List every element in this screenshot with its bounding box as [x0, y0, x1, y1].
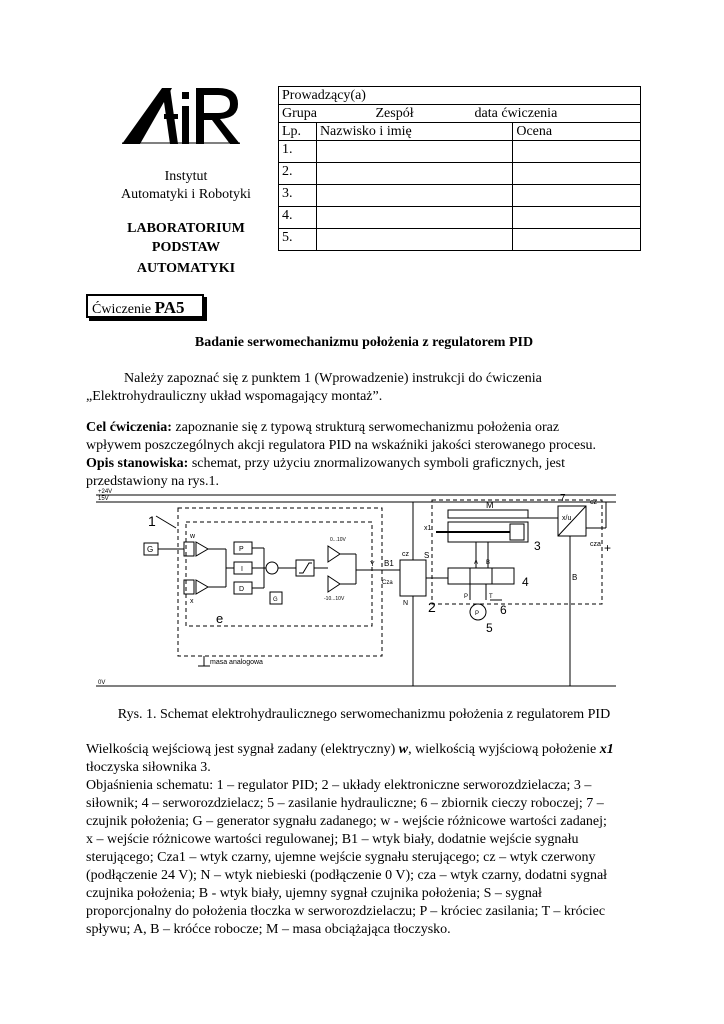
- label-x1: x1: [424, 525, 432, 532]
- label-24v: +24V: [98, 489, 113, 495]
- desc-line10: proporcjonalny do położenia tłoczka w serworozdzielaczu; P – króciec zasilania; T – króciec: [86, 904, 606, 919]
- label-1: 1: [148, 513, 156, 529]
- row-number: 2.: [279, 163, 317, 185]
- exercise-box: [86, 294, 204, 318]
- instructor-cell[interactable]: Prowadzący(a): [279, 87, 641, 105]
- grade-cell[interactable]: [513, 185, 641, 207]
- label-n: N: [403, 600, 409, 607]
- name-cell[interactable]: [316, 185, 512, 207]
- institute-line2: Automatyki i Robotyki: [121, 187, 251, 202]
- name-cell[interactable]: [316, 141, 512, 163]
- intro-paragraph: [86, 370, 646, 406]
- label-15v: 15V: [98, 496, 109, 502]
- row-number: 5.: [279, 229, 317, 251]
- limiter-block: [296, 560, 314, 576]
- desc-line7: sterującego; Cza1 – wtyk czarny, ujemne wejście sygnału sterującego; cz – wtyk czerwony: [86, 850, 596, 865]
- setup-line1: schemat, przy użyciu znormalizowanych symboli graficznych, jest: [188, 456, 566, 471]
- amp-upper: [328, 546, 340, 562]
- label-6: 6: [500, 603, 507, 617]
- air-logo: [122, 86, 240, 144]
- desc-line5: czujnik położenia; G – generator sygnału zadanego; w - wejście różnicowe wartości zadanej;: [86, 814, 607, 829]
- label-g2: G: [273, 597, 278, 603]
- desc-w: w: [398, 742, 409, 757]
- lab-line2: PODSTAW: [151, 240, 221, 255]
- label-masa: masa analogowa: [210, 659, 263, 666]
- grade-cell[interactable]: [513, 207, 641, 229]
- label-t-port: T: [489, 594, 493, 600]
- grade-cell[interactable]: [513, 141, 641, 163]
- desc-line11: spływu; A, B – króćce robocze; M – masa obciążająca tłoczysko.: [86, 922, 451, 937]
- grade-cell[interactable]: [513, 163, 641, 185]
- label-s: S: [424, 551, 430, 560]
- lab-line1: LABORATORIUM: [127, 221, 245, 236]
- label-g: G: [147, 545, 154, 554]
- mass-m: [448, 510, 528, 518]
- label-p: P: [239, 546, 244, 553]
- row-number: 4.: [279, 207, 317, 229]
- label-d: D: [239, 586, 245, 593]
- setup-label: Opis stanowiska:: [86, 456, 189, 471]
- goal-line1: zapoznanie się z typową strukturą serwomechanizmu położenia oraz: [171, 420, 560, 435]
- desc-line2: tłoczyska siłownika 3.: [86, 760, 211, 775]
- figure-caption: Rys. 1. Schemat elektrohydraulicznego serwomechanizmu położenia z regulatorem PID: [117, 707, 611, 722]
- setup-line2: przedstawiony na rys.1.: [86, 474, 219, 489]
- label-x: x: [190, 598, 194, 605]
- regulator-frame: [178, 508, 382, 656]
- institute-name: [86, 168, 286, 204]
- desc-line9: czujnika położenia; B - wtyk biały, ujemny sygnał czujnika położenia; S – sygnał: [86, 886, 542, 901]
- page-title: Badanie serwomechanizmu położenia z regulatorem PID: [194, 335, 534, 350]
- intro-line1: Należy zapoznać się z punktem 1 (Wprowadzenie) instrukcji do ćwiczenia: [124, 371, 542, 386]
- desc-line4: siłownik; 4 – serworozdzielacz; 5 – zasilanie hydrauliczne; 6 – zbiornik cieczy roboczej; 7 –: [86, 796, 604, 811]
- group-label: Grupa: [282, 106, 317, 121]
- col-lp-header: Lp.: [279, 123, 317, 141]
- exercise-prefix: Ćwiczenie: [92, 302, 155, 317]
- name-cell[interactable]: [316, 229, 512, 251]
- label-p-pump: P: [475, 611, 480, 617]
- label-cza1: Cza: [382, 580, 393, 586]
- col-grade-header: Ocena: [513, 123, 641, 141]
- label-e: e: [216, 611, 224, 626]
- label-i: I: [241, 566, 243, 573]
- label-4: 4: [522, 575, 529, 589]
- label-b: B: [486, 560, 491, 566]
- label-b-right: B: [572, 573, 578, 582]
- label-range1: 0...10V: [330, 537, 346, 543]
- label-cza: cza: [590, 541, 601, 548]
- name-cell[interactable]: [316, 163, 512, 185]
- group-row[interactable]: [279, 105, 641, 123]
- label-5: 5: [486, 621, 493, 635]
- intro-line2: „Elektrohydrauliczny układ wspomagający montaż”.: [86, 389, 383, 404]
- block-i: [234, 562, 252, 574]
- goal-label: Cel ćwiczenia:: [86, 420, 172, 435]
- goal-line2: wpływem poszczególnych akcji regulatora PID na wskaźniki jakości sterowanego procesu.: [86, 438, 597, 453]
- amp-lower: [328, 576, 340, 592]
- label-3: 3: [534, 539, 541, 553]
- label-y: Y: [370, 561, 375, 568]
- desc-line3: Objaśnienia schematu: 1 – regulator PID; 2 – układy elektroniczne serworozdzielacza; 3 –: [86, 778, 592, 793]
- lab-name: [86, 219, 286, 278]
- exercise-code: PA5: [154, 298, 185, 317]
- label-m: M: [486, 500, 494, 510]
- label-a: A: [474, 560, 479, 566]
- goal-paragraph: [86, 419, 646, 491]
- lab-line3: AUTOMATYKI: [136, 261, 236, 276]
- label-cz-right: cz: [590, 499, 597, 506]
- desc-line1: [86, 741, 646, 759]
- description-paragraph: [86, 741, 646, 939]
- team-label: Zespół: [375, 106, 414, 121]
- label-2: 2: [428, 599, 436, 615]
- servo-electronics: [400, 560, 426, 596]
- summing-junction: [266, 562, 278, 574]
- servo-schematic: [86, 488, 642, 695]
- label-7: 7: [560, 493, 566, 504]
- row-number: 1.: [279, 141, 317, 163]
- label-xu: x/u: [562, 515, 572, 522]
- label-range2: -10...10V: [324, 596, 345, 602]
- servo-valve: [448, 568, 514, 584]
- row-number: 3.: [279, 185, 317, 207]
- desc-l1a: Wielkością wejściową jest sygnał zadany (elektryczny): [86, 742, 399, 757]
- label-cz: cz: [402, 551, 409, 558]
- desc-line6: x – wejście różnicowe wartości regulowanej; B1 – wtyk biały, dodatnie wejście sygnału: [86, 832, 579, 847]
- label-w: w: [190, 533, 196, 540]
- label-p-port: P: [464, 594, 469, 600]
- label-0v: 0V: [98, 680, 106, 686]
- label-b1: B1: [384, 559, 394, 568]
- label-plus: +: [604, 541, 612, 555]
- grade-cell[interactable]: [513, 229, 641, 251]
- desc-x1: x1: [599, 742, 614, 757]
- date-label: data ćwiczenia: [474, 106, 558, 121]
- institute-line1: Instytut: [164, 169, 208, 184]
- col-name-header: Nazwisko i imię: [316, 123, 512, 141]
- name-cell[interactable]: [316, 207, 512, 229]
- desc-line8: (podłączenie 24 V); N – wtyk niebieski (podłączenie 0 V); cza – wtyk czarny, dodatni sygnał: [86, 868, 608, 883]
- grade-table: [278, 86, 641, 251]
- desc-l1b: , wielkością wyjściową położenie: [408, 742, 600, 757]
